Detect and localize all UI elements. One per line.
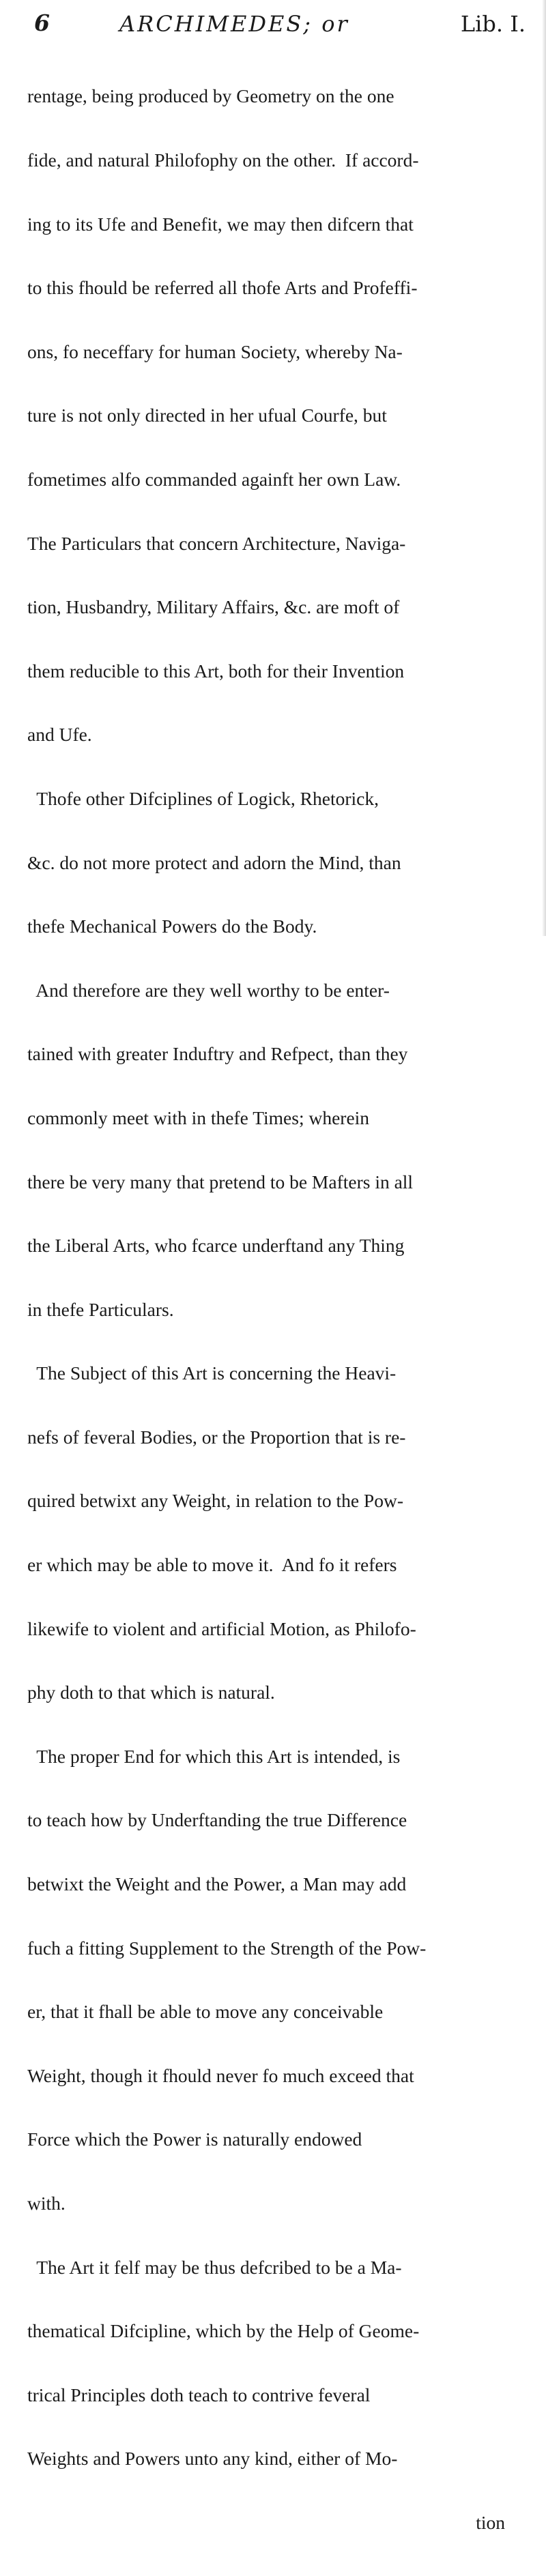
- text-line: commonly meet with in thefe Times; wherein: [27, 1107, 370, 1128]
- text-line: ture is not only directed in her ufual Courfe, but: [27, 405, 387, 426]
- text-line: quired betwixt any Weight, in relation to the Pow-: [27, 1490, 403, 1512]
- text-line: rentage, being produced by Geometry on the one: [27, 85, 394, 107]
- text-line: the Liberal Arts, who fcarce underftand any Thing: [27, 1235, 405, 1257]
- book-number: Lib. I.: [460, 11, 526, 37]
- text-line: er, that it fhall be able to move any conceivable: [27, 2001, 384, 2023]
- catchword: tion: [476, 2511, 505, 2533]
- text-line: Thofe other Difciplines of Logick, Rhetorick,: [27, 787, 379, 809]
- text-line: &c. do not more protect and adorn the Mind, than: [27, 851, 401, 873]
- text-line: trical Principles doth teach to contrive feveral: [27, 2384, 371, 2405]
- text-line: thefe Mechanical Powers do the Body.: [27, 916, 317, 937]
- text-line: fuch a fitting Supplement to the Strength of the Pow-: [27, 1937, 427, 1959]
- running-title: ARCHIMEDES; or: [119, 11, 349, 37]
- text-line: And therefore are they well worthy to be enter-: [27, 979, 390, 1001]
- body-text: [27, 43, 526, 2576]
- text-line: likewife to violent and artificial Motion, as Philofo-: [27, 1618, 416, 1639]
- text-line: fide, and natural Philofophy on the other. If accord-: [27, 149, 419, 171]
- text-line: Weight, though it fhould never fo much exceed that: [27, 2064, 414, 2086]
- text-line: nefs of feveral Bodies, or the Proportion that is re-: [27, 1426, 406, 1448]
- text-line: with.: [27, 2193, 66, 2214]
- text-line: ons, fo neceffary for human Society, whereby Na-: [27, 340, 403, 362]
- page-number: 6: [34, 10, 50, 36]
- text-line: er which may be able to move it. And fo it refers: [27, 1554, 397, 1576]
- text-line: betwixt the Weight and the Power, a Man may add: [27, 1873, 407, 1895]
- text-line: tained with greater Induftry and Refpect, than they: [27, 1043, 408, 1065]
- text-line: thematical Difcipline, which by the Help of Geome-: [27, 2320, 420, 2342]
- text-line: to this fhould be referred all thofe Arts and Profeffi-: [27, 277, 418, 299]
- text-line: The Particulars that concern Architecture, Naviga-: [27, 532, 406, 554]
- text-line: phy doth to that which is natural.: [27, 1682, 275, 1703]
- text-line: them reducible to this Art, both for their Invention: [27, 660, 405, 682]
- text-line: there be very many that pretend to be Mafters in all: [27, 1171, 414, 1192]
- text-line: in thefe Particulars.: [27, 1298, 174, 1320]
- text-line: to teach how by Underftanding the true Difference: [27, 1809, 407, 1831]
- text-line: The Art it felf may be thus defcribed to be a Ma-: [27, 2256, 402, 2278]
- text-line: and Ufe.: [27, 724, 92, 746]
- text-line: fometimes alfo commanded againft her own Law.: [27, 468, 401, 490]
- text-line: The proper End for which this Art is intended, is: [27, 1745, 401, 1767]
- text-line: The Subject of this Art is concerning the Heavi-: [27, 1362, 397, 1384]
- text-line: Force which the Power is naturally endowed: [27, 2128, 362, 2150]
- text-line: Weights and Powers unto any kind, either of Mo-: [27, 2448, 398, 2470]
- text-line: ing to its Ufe and Benefit, we may then difcern that: [27, 213, 414, 235]
- running-head: [34, 10, 526, 37]
- scan-edge-shadow: [542, 0, 546, 936]
- text-line: tion, Husbandry, Military Affairs, &c. are moft of: [27, 596, 400, 618]
